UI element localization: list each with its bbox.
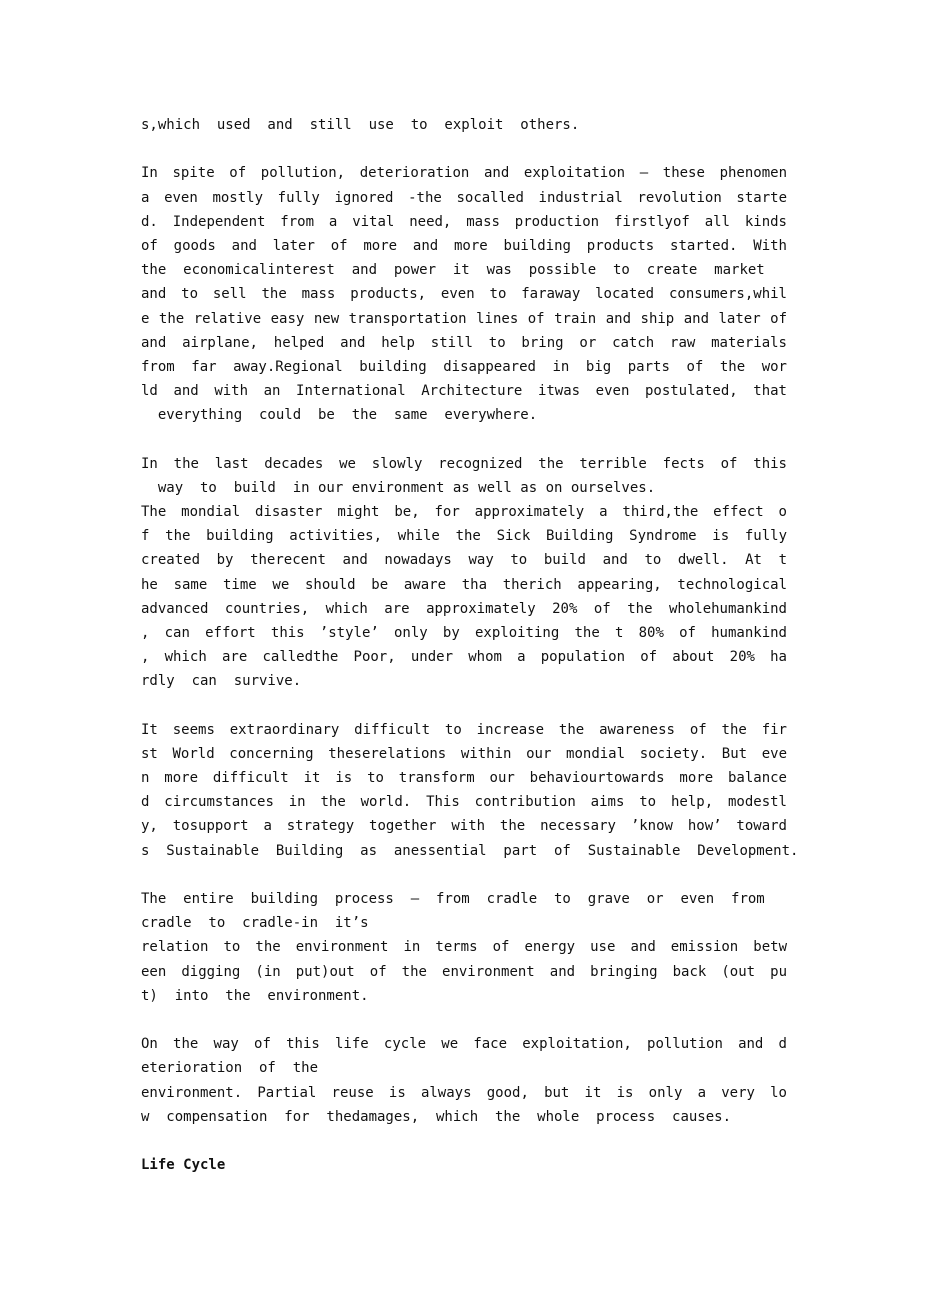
paragraph-3 <box>141 452 787 694</box>
text-line: In spite of pollution, deterioration and exploitation – these phenomen <box>141 165 787 182</box>
text-line: he same time we should be aware tha therich appearing, technological <box>141 576 787 593</box>
text-line: w compensation for thedamages, which the whole process causes. <box>141 1108 732 1125</box>
text-line: created by therecent and nowadays way to build and to dwell. At t <box>141 552 787 569</box>
text-line: In the last decades we slowly recognized the terrible fects of this <box>141 455 787 472</box>
paragraph-5 <box>141 887 787 1008</box>
text-line: f the building activities, while the Sick Building Syndrome is fully <box>141 528 787 545</box>
text-line: and to sell the mass products, even to faraway located consumers,whil <box>141 286 787 303</box>
text-line: the economicalinterest and power it was possible to create market <box>141 262 765 279</box>
text-line: s Sustainable Building as anessential part of Sustainable Development. <box>141 842 799 859</box>
section-heading: Life Cycle <box>141 1157 226 1174</box>
text-line: s,which used and still use to exploit others. <box>141 117 580 133</box>
text-line: rdly can survive. <box>141 673 302 690</box>
text-line: On the way of this life cycle we face exploitation, pollution and d <box>141 1036 787 1053</box>
text-line: een digging (in put)out of the environment and bringing back (out pu <box>141 963 787 980</box>
text-line: t) into the environment. <box>141 987 369 1004</box>
text-line: everything could be the same everywhere. <box>141 407 538 424</box>
text-line: a even mostly fully ignored -the socalled industrial revolution starte <box>141 189 787 206</box>
paragraph-2 <box>141 161 787 427</box>
text-line: , can effort this ’style’ only by exploiting the t 80% of humankind <box>141 624 787 641</box>
text-line: n more difficult it is to transform our behaviourtowards more balance <box>141 770 787 787</box>
text-line: advanced countries, which are approximately 20% of the wholehumankind <box>141 600 787 617</box>
text-line: environment. Partial reuse is always good, but it is only a very lo <box>141 1084 787 1101</box>
text-line: y, tosupport a strategy together with the necessary ’know how’ toward <box>141 818 787 835</box>
text-line: eterioration of the <box>141 1060 319 1077</box>
paragraph-6 <box>141 1032 787 1129</box>
text-line: st World concerning theserelations within our mondial society. But eve <box>141 745 787 762</box>
text-line: e the relative easy new transportation lines of train and ship and later of <box>141 310 787 327</box>
text-line: way to build in our environment as well as on ourselves. <box>141 479 656 496</box>
text-line: from far away.Regional building disappeared in big parts of the wor <box>141 358 787 375</box>
text-line: d circumstances in the world. This contribution aims to help, modestl <box>141 794 787 811</box>
text-line: The mondial disaster might be, for approximately a third,the effect o <box>141 504 787 520</box>
text-line: of goods and later of more and more building products started. With <box>141 237 787 254</box>
text-line: It seems extraordinary difficult to increase the awareness of the fir <box>141 721 787 738</box>
text-line: The entire building process – from cradle to grave or even from <box>141 891 765 907</box>
text-line: and airplane, helped and help still to bring or catch raw materials <box>141 334 787 351</box>
text-line: cradle to cradle-in it’s <box>141 915 369 932</box>
text-line: relation to the environment in terms of energy use and emission betw <box>141 939 787 956</box>
paragraph-4 <box>141 718 799 863</box>
text-line: , which are calledthe Poor, under whom a population of about 20% ha <box>141 649 787 666</box>
paragraph-1 <box>141 113 787 137</box>
text-line: ld and with an International Architecture itwas even postulated, that <box>141 383 787 400</box>
document-body <box>141 113 799 1177</box>
text-line: d. Independent from a vital need, mass production firstlyof all kinds <box>141 213 787 230</box>
